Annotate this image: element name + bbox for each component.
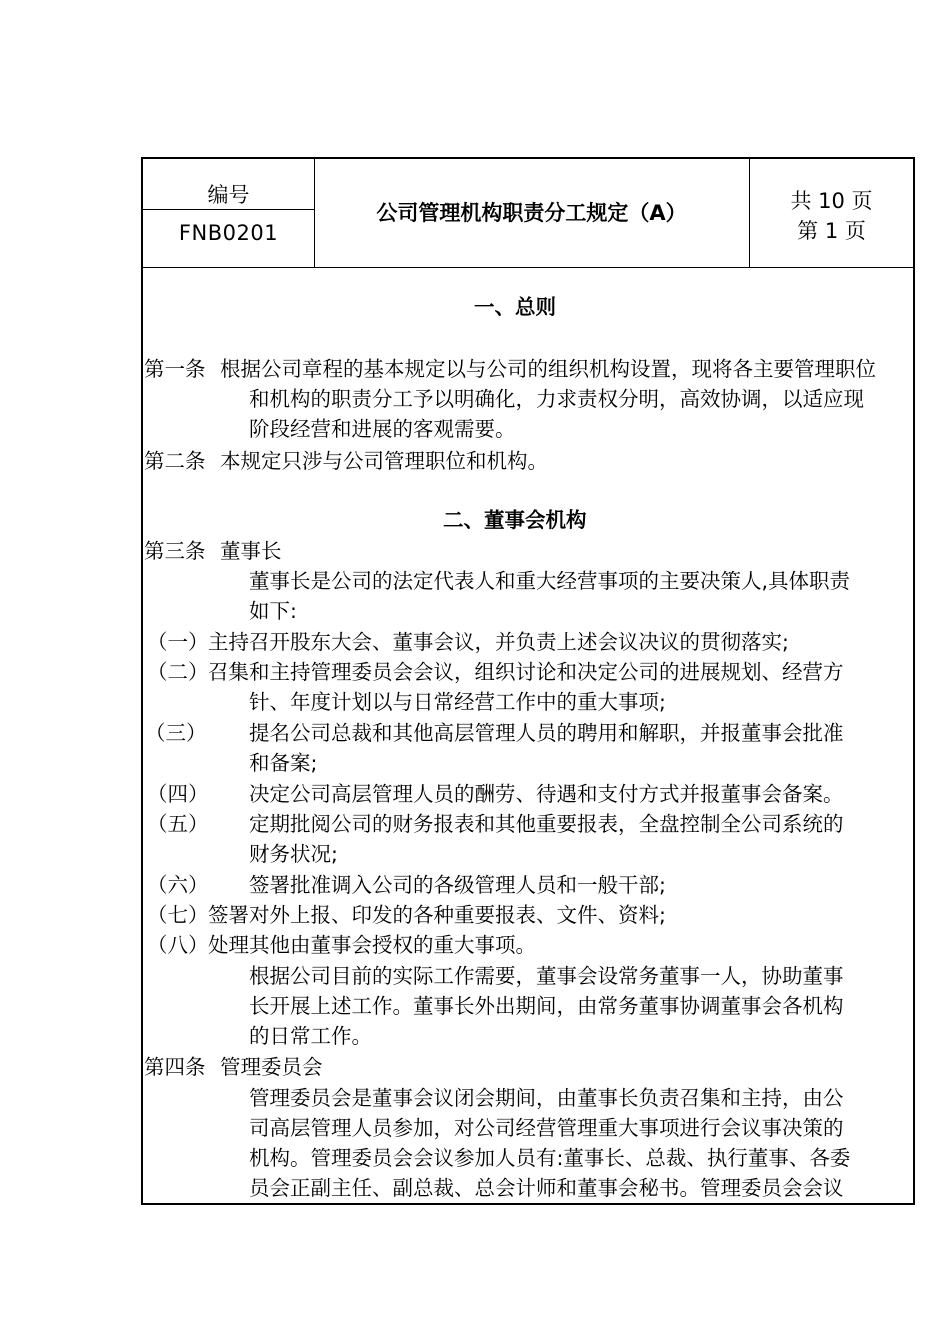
item-number: （六） — [147, 873, 209, 897]
item-number: （七） — [147, 903, 209, 927]
item-text: 召集和主持管理委员会会议，组织讨论和决定公司的进展规划、经营方 — [208, 660, 844, 684]
current-page: 第 1 页 — [797, 219, 866, 243]
item-text: 财务状况; — [249, 842, 338, 866]
article-text: 本规定只涉与公司管理职位和机构。 — [220, 449, 548, 473]
item-text: 针、年度计划以与日常经营工作中的重大事项; — [249, 690, 666, 714]
item-number: （八） — [147, 933, 209, 957]
article-text: 阶段经营和进展的客观需要。 — [249, 417, 516, 441]
article-text: 长开展上述工作。董事长外出期间，由常务董事协调董事会各机构 — [249, 994, 844, 1018]
item-number: （二） — [147, 660, 209, 684]
document-code: FNB0201 — [178, 221, 279, 245]
code-divider — [143, 209, 314, 210]
item-number: （五） — [147, 812, 209, 836]
article-text: 司高层管理人员参加，对公司经营管理重大事项进行会议事决策的 — [249, 1116, 844, 1140]
article-text: 董事长是公司的法定代表人和重大经营事项的主要决策人,具体职责 — [249, 569, 851, 593]
item-text: 提名公司总裁和其他高层管理人员的聘用和解职，并报董事会批准 — [249, 721, 844, 745]
section-heading: 一、总则 — [474, 295, 556, 319]
article-text: 员会正副主任、副总裁、总会计师和董事会秘书。管理委员会会议 — [249, 1176, 844, 1200]
article-text: 的日常工作。 — [249, 1024, 372, 1048]
code-label: 编号 — [207, 183, 250, 207]
article-label: 第一条 — [144, 357, 206, 381]
document-title: 公司管理机构职责分工规定（A） — [376, 201, 687, 225]
item-text: 主持召开股东大会、董事会议，并负责上述会议决议的贯彻落实; — [208, 630, 789, 654]
document-header — [143, 159, 913, 268]
item-text: 签署对外上报、印发的各种重要报表、文件、资料; — [208, 903, 666, 927]
item-text: 决定公司高层管理人员的酬劳、待遇和支付方式并报董事会备案。 — [249, 782, 844, 806]
title-cell — [314, 159, 749, 267]
total-pages: 共 10 页 — [790, 189, 873, 213]
item-text: 和备案; — [249, 751, 318, 775]
article-title: 董事长 — [220, 539, 282, 563]
item-number: （一） — [147, 630, 209, 654]
page-cell — [749, 159, 913, 267]
article-label: 第三条 — [144, 539, 206, 563]
article-text: 管理委员会是董事会议闭会期间，由董事长负责召集和主持，由公 — [249, 1086, 844, 1110]
item-number: （四） — [147, 782, 209, 806]
item-number: （三） — [145, 721, 207, 745]
item-text: 处理其他由董事会授权的重大事项。 — [208, 933, 536, 957]
article-text: 机构。管理委员会会议参加人员有:董事长、总裁、执行董事、各委 — [249, 1146, 851, 1170]
section-heading: 二、董事会机构 — [443, 508, 587, 532]
item-text: 定期批阅公司的财务报表和其他重要报表，全盘控制全公司系统的 — [249, 812, 844, 836]
code-cell — [143, 159, 315, 267]
article-text: 根据公司章程的基本规定以与公司的组织机构设置，现将各主要管理职位 — [220, 357, 876, 381]
article-label: 第二条 — [144, 449, 206, 473]
article-text: 根据公司目前的实际工作需要，董事会设常务董事一人，协助董事 — [249, 964, 844, 988]
article-title: 管理委员会 — [220, 1055, 323, 1079]
article-text: 和机构的职责分工予以明确化，力求责权分明，高效协调，以适应现 — [249, 387, 864, 411]
article-text: 如下: — [249, 599, 297, 623]
article-label: 第四条 — [144, 1055, 206, 1079]
item-text: 签署批准调入公司的各级管理人员和一般干部; — [249, 873, 666, 897]
